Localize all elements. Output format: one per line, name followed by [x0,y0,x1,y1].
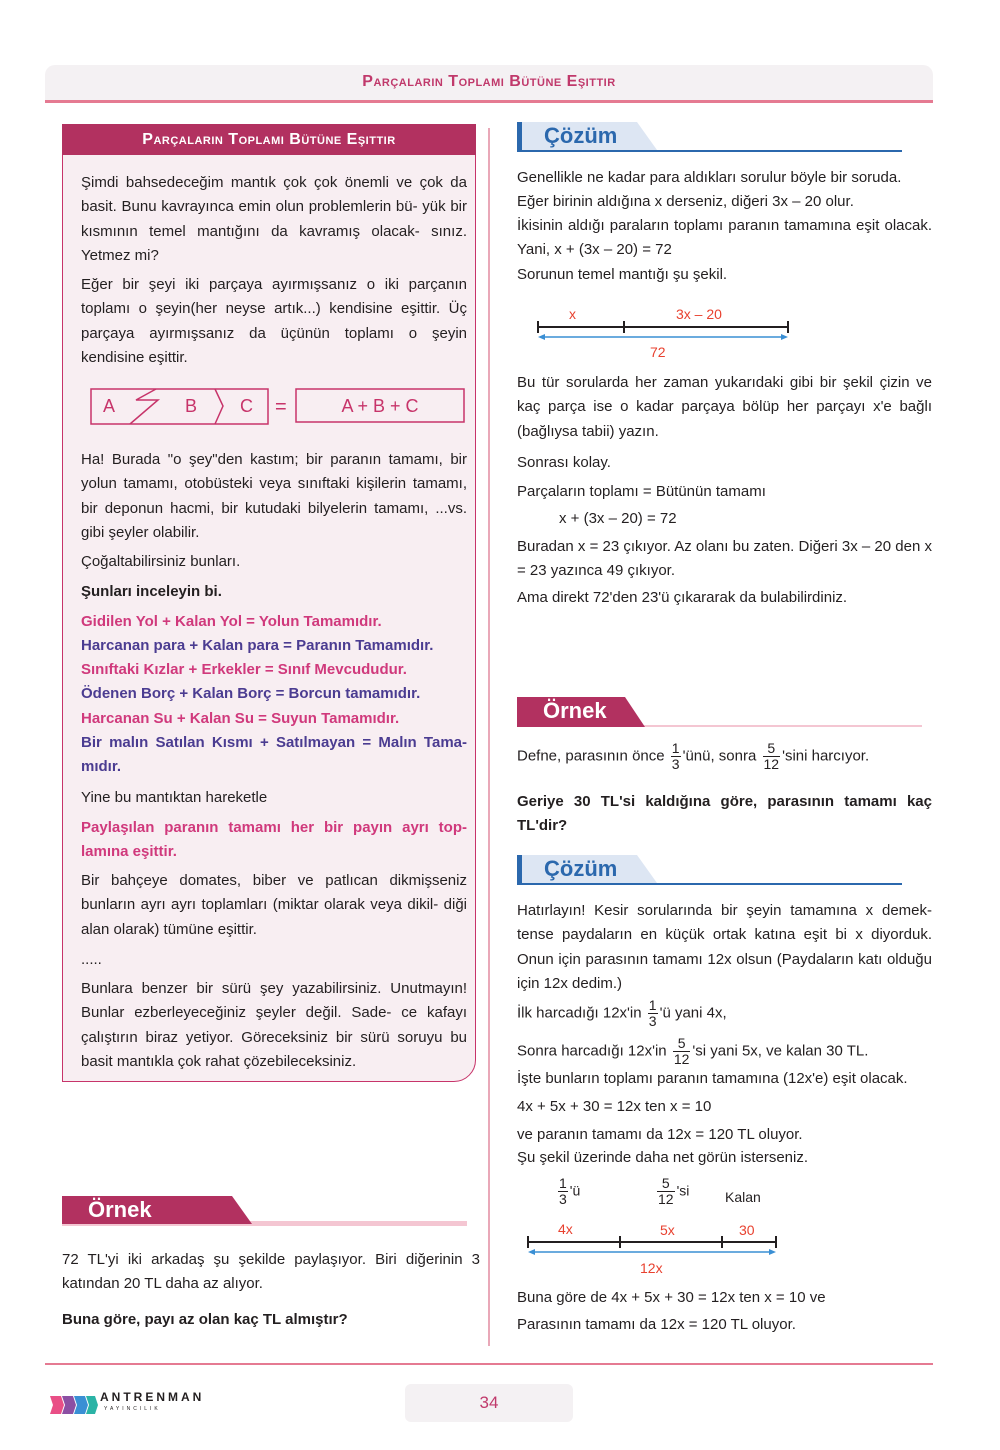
fraction-denominator: 3 [648,1013,657,1029]
solution-1-line-1: Genellikle ne kadar para aldıkları sorulur böyle bir soruda. [517,169,902,186]
fraction-one-third [671,741,681,772]
diagram-2-label-3: Kalan [725,1189,761,1205]
solution-1-after-2: Sonrası kolay. [517,454,611,471]
solution-2-line-8: Parasının tamamı da 12x = 120 TL oluyor. [517,1316,796,1333]
solution-1-line-4: Sorunun temel mantığı şu şekil. [517,266,728,283]
box-paragraph-4: Çoğaltabilirsiniz bunları. [81,553,241,570]
example-1-label: Örnek [88,1197,152,1222]
fraction-denominator: 12 [763,756,780,772]
box-paragraph-7: Paylaşılan paranın tamamı her bir payın ayrı top- lamına eşittir. [81,819,467,861]
example-1-badge [62,1196,467,1226]
box-paragraph-6: Yine bu mantıktan hareketle [81,789,268,806]
fraction-denominator: 12 [658,1191,674,1207]
segment-30-label: 30 [739,1222,755,1238]
example-2-text [517,741,932,772]
example-2-text-post: 'sini harcıyor. [782,747,870,765]
rule-3: Sınıftaki Kızlar + Erkekler = Sınıf Mevcududur. [81,661,407,678]
fraction-one-third [648,998,658,1029]
fraction-numerator: 1 [648,997,657,1013]
box-paragraph-5: Şunları inceleyin bi. [81,583,222,600]
solution-1-after-3: Parçaların toplamı = Bütünün tamamı [517,483,766,500]
fraction-numerator: 1 [671,740,680,756]
publisher-logo-subtext: YAYINCILIK [104,1406,161,1412]
solution-2-paragraph-1: Hatırlayın! Kesir sorularında bir şeyin tamamına x demek- tense paydaların en küçük ortak katına eşit bi x diyorduk. Onun için parasının tamamı 12x olsun (Paydaların katı olduğu için 12x dedim.) [517,902,932,993]
fraction-numerator: 5 [657,1176,675,1192]
segment-total-label: 12x [640,1260,663,1276]
rule-6: Bir malın Satılan Kısmı + Satılmayan = Malın Tama- mıdır. [81,734,467,776]
info-box-title: Parçaların Toplamı Bütüne Eşittir [62,124,476,155]
example-2-question: Geriye 30 TL'si kaldığına göre, parasının tamamı kaç TL'dir? [517,793,932,835]
fraction-denominator: 3 [559,1191,567,1207]
example-2-label: Örnek [543,698,607,723]
segment-2-label: 3x – 20 [676,306,722,322]
solution-1-line-2: Eğer birinin aldığına x derseniz, diğeri 3x – 20 olur. [517,193,854,210]
diagram-b: B [185,396,198,416]
diagram-c: C [240,396,253,416]
solution-2-line-1-pre: İlk harcadığı 12x'in [517,1004,642,1022]
solution-1-after-4: x + (3x – 20) = 72 [559,510,677,527]
fraction-five-twelfths [657,1176,675,1207]
fraction-five-twelfths [763,741,781,772]
solution-1-line-3: İkisinin aldığı paraların toplamı paranın tamamına eşit olacak. Yani, x + (3x – 20) = 72 [517,217,932,259]
example-2-badge [517,697,922,727]
solution-2-line-1-post: 'ü yani 4x, [659,1004,727,1022]
fraction-denominator: 3 [671,756,680,772]
segment-1-label: x [569,306,576,322]
segment-5x-label: 5x [660,1222,675,1238]
solution-1-after-1: Bu tür sorularda her zaman yukarıdaki gibi bir şekil çizin ve kaç parça ise o kadar parçaya bölüp her parçayı x'e bağlı (bağlıysa tabii) yazın. [517,374,932,440]
example-1-question: Buna göre, payı az olan kaç TL almıştır? [62,1311,348,1328]
total-label: 72 [650,344,666,360]
solution-1-badge [517,122,902,152]
solution-1-label: Çözüm [544,123,618,148]
solution-2-line-4: 4x + 5x + 30 = 12x ten x = 10 [517,1098,712,1115]
solution-2-line-7: Buna göre de 4x + 5x + 30 = 12x ten x = 10 ve [517,1289,826,1306]
box-paragraph-8: Bir bahçeye domates, biber ve patlıcan dikmişseniz bunların ayrı ayrı toplamları (miktar olarak veya dikil- diği alan olarak) tümüne eşittir. [81,872,467,938]
rule-5: Harcanan Su + Kalan Su = Suyun Tamamıdır. [81,710,400,727]
box-paragraph-10: Bunlara benzer bir sürü şey yazabilirsiniz. Unutmayın! Bunlar ezberleyeceğiniz şeyler değil. Sade- ce kafayı çalıştırın biraz yetiyor. Göreceksiniz bir sürü soruyu bu basit mantıkla çok rahat çözebileceksiniz. [81,980,467,1071]
box-paragraph-2: Eğer bir şeyi iki parçaya ayırmışsanız o iki parçanın toplamı o şeyin(her neyse artık...) kendisine eşittir. Üç parçaya ayırmışsanız da üçünün toplamı o şeyin kendisine eşittir. [81,276,467,367]
fraction-numerator: 5 [673,1036,691,1052]
column-divider [488,128,490,1346]
page-title: Parçaların Toplamı Bütüne Eşittir [362,73,616,90]
diagram-2-label-2-suffix: 'si [676,1182,690,1199]
diagram-2-label-1 [556,1176,580,1207]
solution-2-line-2-post: 'si yani 5x, ve kalan 30 TL. [692,1042,869,1060]
example-2-text-pre: Defne, parasının önce [517,747,665,765]
publisher-logo-icon [50,1392,98,1418]
solution-2-line-5: ve paranın tamamı da 12x = 120 TL oluyor. [517,1126,803,1143]
solution-2-line-3: İşte bunların toplamı paranın tamamına (12x'e) eşit olacak. [517,1070,908,1087]
example-1-text: 72 TL'yi iki arkadaş şu şekilde paylaşıyor. Biri diğerinin 3 katından 20 TL daha az alıyor. [62,1251,480,1293]
diagram-2-label-1-suffix: 'ü [569,1182,581,1199]
diagram-equals: = [275,396,287,418]
rule-2: Harcanan para + Kalan para = Paranın Tamamıdır. [81,637,434,654]
diagram-a: A [103,396,116,416]
solution-1-after-6: Ama direkt 72'den 23'ü çıkararak da bulabilirdiniz. [517,589,848,606]
rule-1: Gidilen Yol + Kalan Yol = Yolun Tamamıdır. [81,613,382,630]
fraction-one-third [558,1176,568,1207]
solution-2-line-2-pre: Sonra harcadığı 12x'in [517,1042,667,1060]
box-paragraph-1: Şimdi bahsedeceğim mantık çok çok önemli ve çok da basit. Bunu kavrayınca emin olun problemlerin bü- yük bir kısmının temel mantığını da kavramış olacak- sınız. Yetmez mi? [81,174,467,265]
diagram-2-label-2 [655,1176,689,1207]
fraction-five-twelfths [673,1036,691,1067]
solution-2-line-6: Şu şekil üzerinde daha net görün isterseniz. [517,1149,809,1166]
box-paragraph-3: Ha! Burada "o şey"den kastım; bir paranın tamamı, bir yolun tamamı, otobüsteki veya sınıftaki kişilerin tamamı, bir deponun hacmi, bir kutudaki bilyelerin tamamı, ...vs. gibi şeyler olabilir. [81,451,467,542]
solution-2-label: Çözüm [544,856,618,881]
box-paragraph-9: ..... [81,951,102,968]
segment-4x-label: 4x [558,1221,573,1237]
fraction-numerator: 5 [763,741,781,757]
publisher-logo-text: ANTRENMAN [100,1390,205,1404]
diagram-sum: A + B + C [341,396,419,416]
solution-2-badge [517,855,902,885]
footer-line [45,1363,933,1365]
rule-4: Ödenen Borç + Kalan Borç = Borcun tamamıdır. [81,685,421,702]
example-2-text-mid: 'ünü, sonra [682,747,757,765]
page-number: 34 [405,1384,573,1422]
fraction-denominator: 12 [673,1051,690,1067]
solution-1-after-5: Buradan x = 23 çıkıyor. Az olanı bu zaten. Diğeri 3x – 20 den x = 23 yazınca 49 çıkıyor. [517,538,932,580]
fraction-numerator: 1 [559,1175,567,1191]
solution-2-line-1 [517,998,932,1029]
solution-2-line-2 [517,1036,932,1067]
